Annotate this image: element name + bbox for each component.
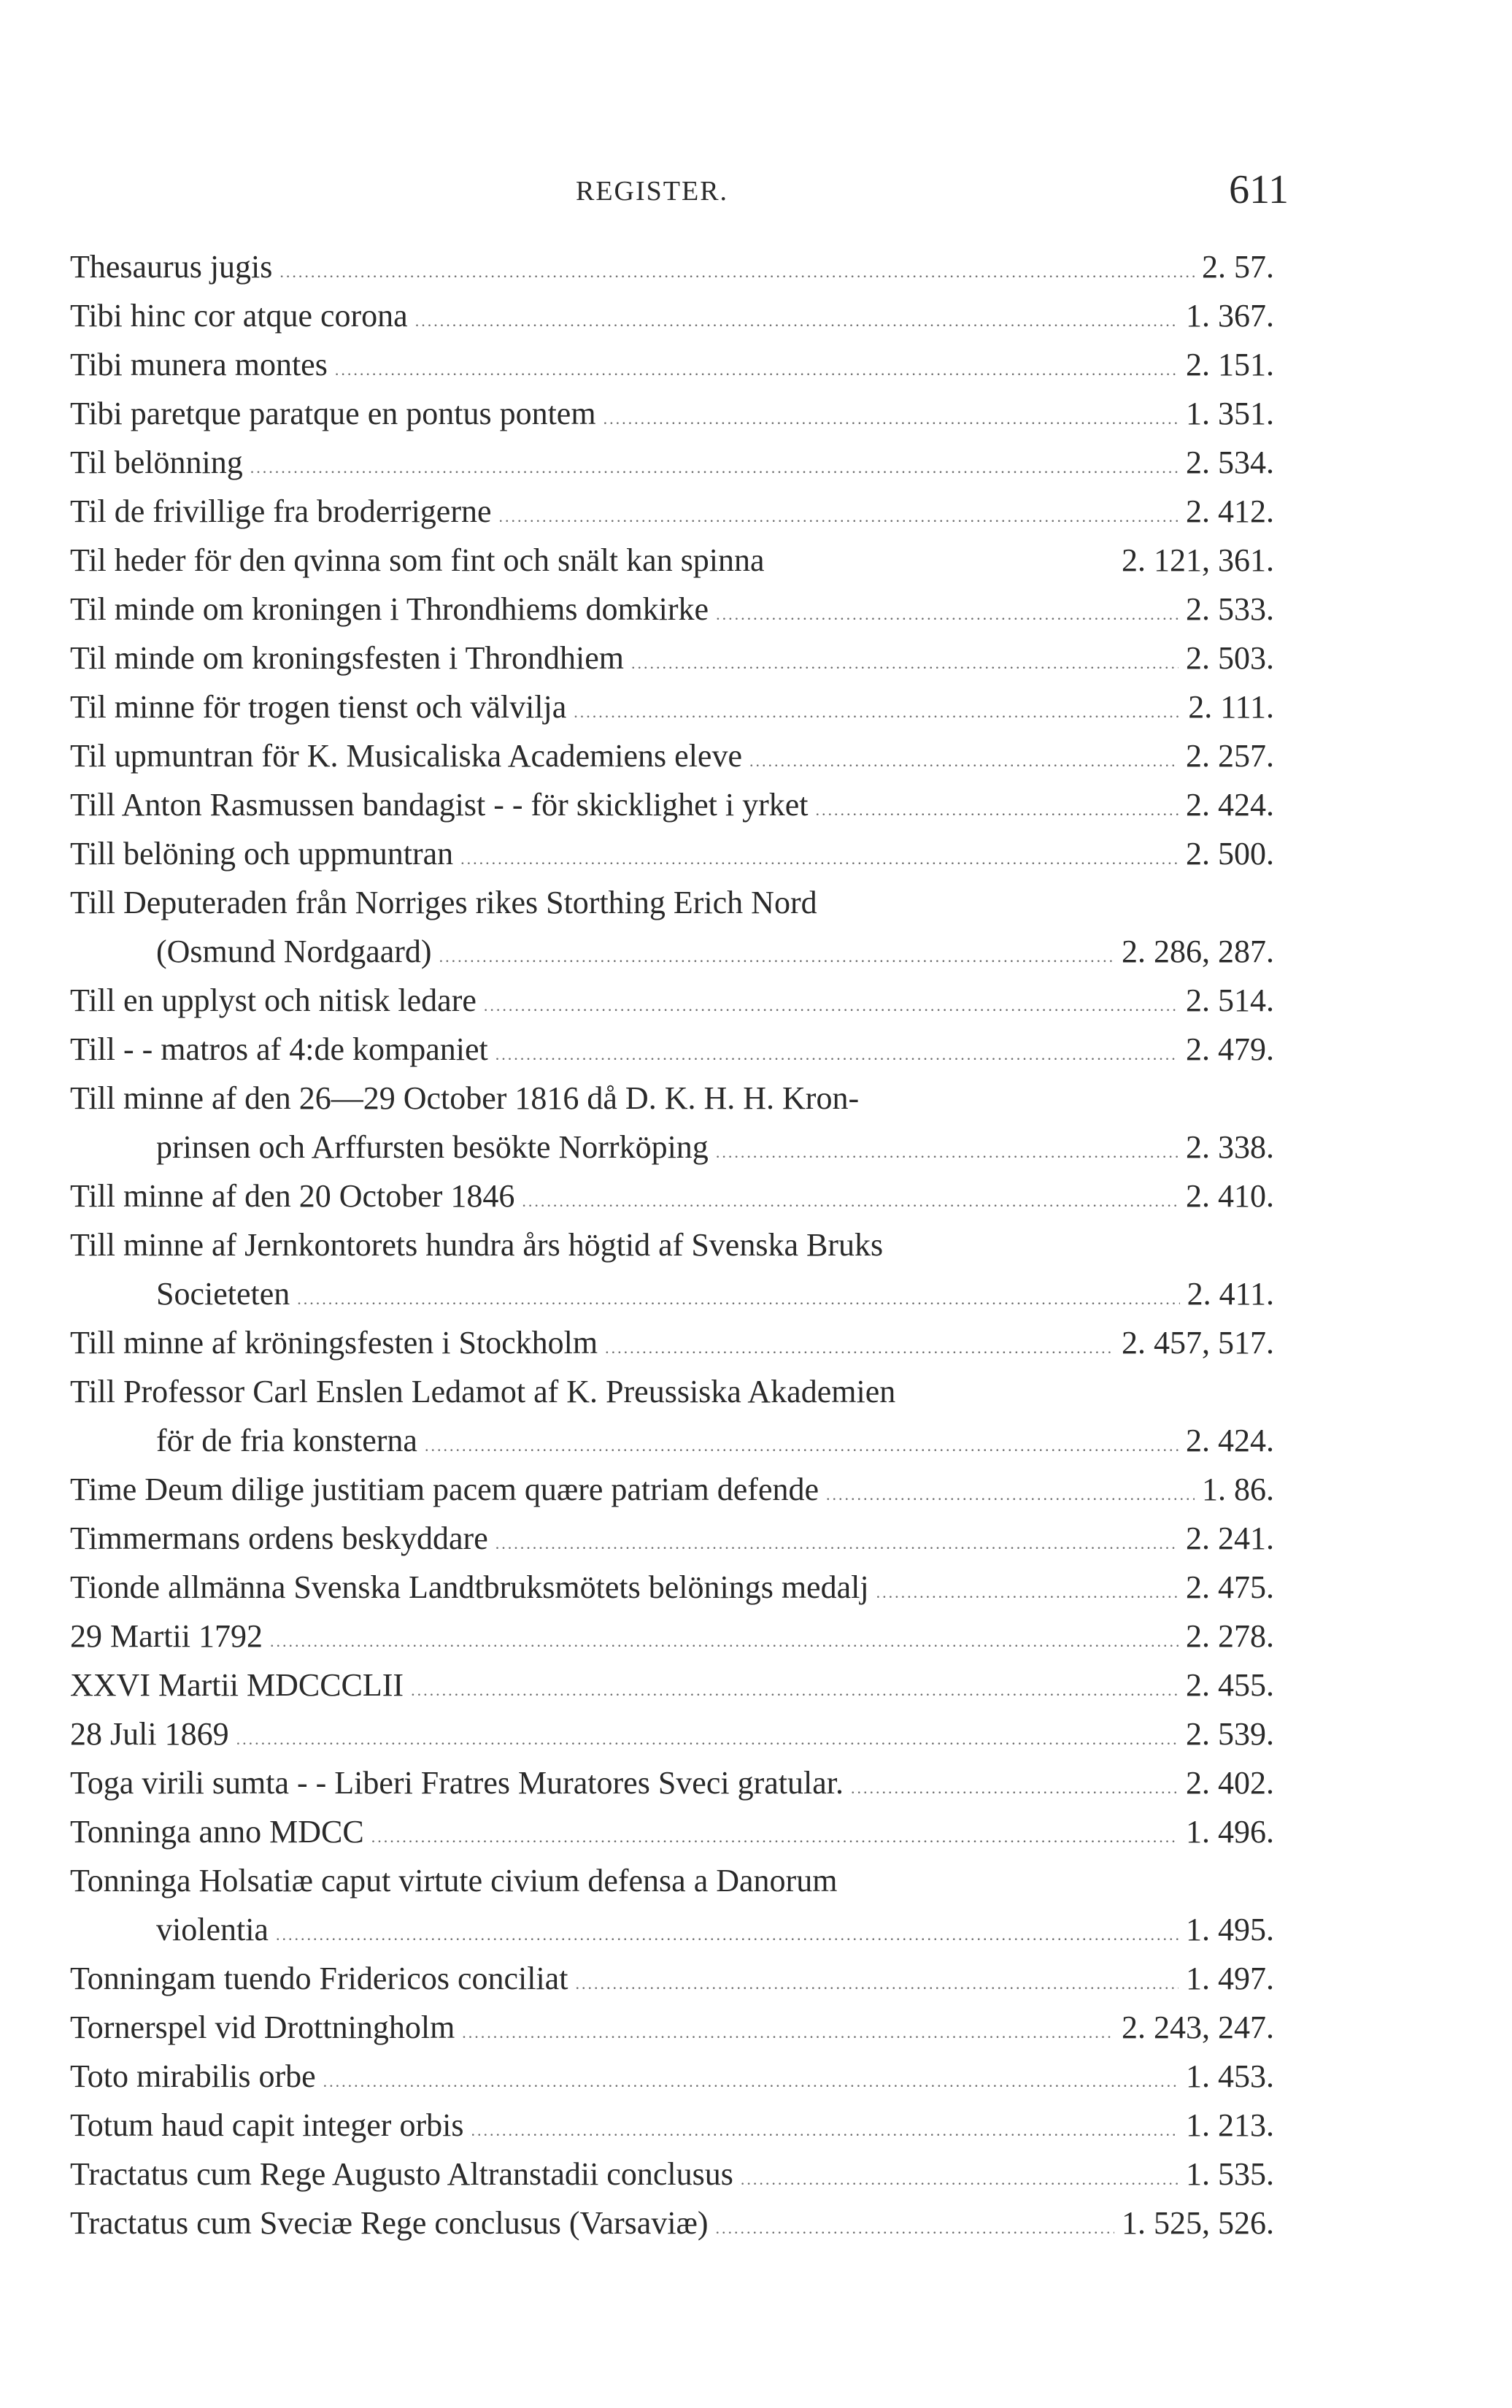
register-entry [70,976,1274,1025]
dot-leader [605,1323,1114,1372]
dot-leader [250,443,1179,492]
register-entry [70,1758,1274,1807]
dot-leader [631,639,1179,688]
register-entry [70,2150,1274,2199]
entry-reference: 2. 402. [1186,1765,1274,1801]
entry-reference: 1. 496. [1186,1814,1274,1850]
register-entry [70,1563,1274,1612]
entry-title: prinsen och Arffursten besökte Norrköping [156,1129,709,1165]
entry-reference: 2. 243, 247. [1122,2009,1274,2045]
entry-title: (Osmund Nordgaard) [156,934,432,969]
entry-title: Time Deum dilige justitiam pacem quære patriam defende [70,1472,819,1507]
register-entry [70,1220,1274,1269]
entry-title: 29 Martii 1792 [70,1618,263,1654]
dot-leader [495,1519,1179,1568]
dot-leader [816,785,1179,834]
register-entry [70,1269,1274,1318]
entry-reference: 2. 410. [1186,1178,1274,1214]
entry-title: Til de frivillige fra broderrigerne [70,493,492,529]
entry-reference: 2. 257. [1186,738,1274,774]
entry-reference: 2. 411. [1187,1276,1274,1312]
entry-reference: 1. 535. [1186,2156,1274,2192]
dot-leader [826,1470,1195,1519]
dot-leader [495,1030,1179,1079]
entry-title: Tornerspel vid Drottningholm [70,2009,455,2045]
entry-title: Till Professor Carl Enslen Ledamot af K. Preussiska Akademien [70,1374,896,1409]
entry-reference: 2. 278. [1186,1618,1274,1654]
entry-title: XXVI Martii MDCCCLII [70,1667,404,1703]
register-entry [70,1856,1274,1905]
entry-title: Tractatus cum Sveciæ Rege conclusus (Varsaviæ) [70,2205,709,2241]
page-header [70,166,1289,218]
entry-reference: 1. 453. [1186,2058,1274,2094]
dot-leader [716,1128,1179,1177]
dot-leader [741,2155,1179,2204]
register-entry [70,878,1274,927]
entry-reference: 2. 241. [1186,1520,1274,1556]
dot-leader [603,394,1179,443]
entry-title: Til heder för den qvinna som fint och snält kan spinna [70,542,765,578]
entry-title: Till en upplyst och nitisk ledare [70,982,477,1018]
entry-reference: 1. 367. [1186,298,1274,334]
register-entry [70,1709,1274,1758]
entry-title: Til upmuntran för K. Musicaliska Academiens eleve [70,738,742,774]
dot-leader [439,932,1114,981]
dot-leader [471,2106,1179,2155]
register-entry [70,731,1274,780]
register-entry [70,1172,1274,1220]
register-entry [70,1318,1274,1367]
dot-leader [522,1177,1179,1226]
dot-leader [297,1274,1179,1323]
entry-reference: 2. 534. [1186,445,1274,480]
page-number: 611 [1229,167,1289,212]
entry-title: violentia [156,1912,269,1947]
entry-reference: 2. 111. [1188,689,1274,725]
dot-leader [574,688,1181,736]
register-entry [70,585,1274,634]
entry-reference: 2. 121, 361. [1122,542,1274,578]
entry-reference: 2. 151. [1186,347,1274,382]
entry-reference: 2. 424. [1186,787,1274,823]
entry-reference: 2. 533. [1186,591,1274,627]
dot-leader [716,590,1179,639]
register-entry [70,536,1274,585]
register-entry [70,1905,1274,1954]
dot-leader [276,1910,1179,1959]
dot-leader [415,296,1179,345]
dot-leader [270,1617,1179,1666]
register-entry [70,1367,1274,1416]
register-entry [70,829,1274,878]
register-entry [70,1807,1274,1856]
entry-title: Timmermans ordens beskyddare [70,1520,488,1556]
dot-leader [411,1666,1179,1715]
entry-reference: 1. 213. [1186,2107,1274,2143]
register-entry [70,242,1274,291]
dot-leader [716,2204,1114,2253]
entry-title: Till Anton Rasmussen bandagist - - för skicklighet i yrket [70,787,809,823]
register-list [70,242,1274,2247]
register-entry [70,1612,1274,1661]
register-entry [70,389,1274,438]
register-entry [70,1416,1274,1465]
dot-leader [323,2057,1179,2106]
entry-title: Tibi hinc cor atque corona [70,298,408,334]
entry-title: Til minde om kroningsfesten i Throndhiem [70,640,624,676]
register-entry [70,1074,1274,1123]
entry-reference: 1. 351. [1186,396,1274,431]
entry-reference: 2. 286, 287. [1122,934,1274,969]
register-entry [70,1025,1274,1074]
entry-reference: 2. 500. [1186,836,1274,872]
register-entry [70,438,1274,487]
entry-title: Thesaurus jugis [70,249,273,285]
entry-title: 28 Juli 1869 [70,1716,229,1752]
entry-title: Tionde allmänna Svenska Landtbruksmötets belönings medalj [70,1569,869,1605]
entry-title: Till minne af den 26—29 October 1816 då D. K. H. H. Kron- [70,1080,860,1116]
entry-reference: 1. 86. [1202,1472,1274,1507]
register-entry [70,1465,1274,1514]
register-entry [70,340,1274,389]
entry-title: Tonninga Holsatiæ caput virtute civium defensa a Danorum [70,1863,838,1899]
dot-leader [851,1763,1179,1812]
page-title: REGISTER. [576,176,729,207]
dot-leader [499,492,1179,541]
register-entry [70,487,1274,536]
entry-title: Toto mirabilis orbe [70,2058,316,2094]
entry-title: Tonningam tuendo Fridericos conciliat [70,1961,568,1996]
dot-leader [876,1568,1179,1617]
register-entry [70,634,1274,682]
register-entry [70,2101,1274,2150]
dot-leader [335,345,1179,394]
register-entry [70,682,1274,731]
entry-title: Tonninga anno MDCC [70,1814,364,1850]
entry-reference: 2. 479. [1186,1031,1274,1067]
register-entry [70,2003,1274,2052]
entry-reference: 1. 495. [1186,1912,1274,1947]
register-entry [70,1514,1274,1563]
entry-title: för de fria konsterna [156,1423,417,1458]
entry-title: Till minne af den 20 October 1846 [70,1178,515,1214]
dot-leader [371,1812,1179,1861]
register-entry [70,927,1274,976]
entry-title: Till Deputeraden från Norriges rikes Storthing Erich Nord [70,885,817,920]
entry-title: Toga virili sumta - - Liberi Fratres Muratores Sveci gratular. [70,1765,844,1801]
entry-title: Tibi munera montes [70,347,328,382]
entry-reference: 2. 539. [1186,1716,1274,1752]
dot-leader [236,1715,1179,1763]
entry-title: Till minne af Jernkontorets hundra års högtid af Svenska Bruks [70,1227,884,1263]
register-entry [70,1661,1274,1709]
dot-leader [425,1421,1179,1470]
entry-title: Till - - matros af 4:de kompaniet [70,1031,488,1067]
entry-reference: 2. 424. [1186,1423,1274,1458]
entry-title: Til minde om kroningen i Throndhiems domkirke [70,591,709,627]
entry-title: Tibi paretque paratque en pontus pontem [70,396,596,431]
entry-title: Til belönning [70,445,243,480]
entry-reference: 2. 457, 517. [1122,1325,1274,1361]
dot-leader [749,736,1179,785]
entry-title: Till belöning och uppmuntran [70,836,454,872]
entry-title: Till minne af kröningsfesten i Stockholm [70,1325,598,1361]
entry-reference: 2. 514. [1186,982,1274,1018]
dot-leader [484,981,1179,1030]
register-entry [70,2199,1274,2247]
entry-title: Tractatus cum Rege Augusto Altranstadii conclusus [70,2156,733,2192]
dot-leader [462,2008,1114,2057]
entry-reference: 2. 57. [1202,249,1274,285]
entry-reference: 2. 455. [1186,1667,1274,1703]
dot-leader [575,1959,1179,2008]
entry-title: Societeten [156,1276,290,1312]
entry-title: Til minne för trogen tienst och välvilja [70,689,567,725]
dot-leader [460,834,1179,883]
register-entry [70,1954,1274,2003]
entry-reference: 2. 338. [1186,1129,1274,1165]
entry-reference: 2. 475. [1186,1569,1274,1605]
dot-leader [279,247,1195,296]
register-entry [70,780,1274,829]
entry-reference: 1. 497. [1186,1961,1274,1996]
register-entry [70,291,1274,340]
entry-title: Totum haud capit integer orbis [70,2107,464,2143]
entry-reference: 2. 412. [1186,493,1274,529]
entry-reference: 1. 525, 526. [1122,2205,1274,2241]
register-entry [70,1123,1274,1172]
entry-reference: 2. 503. [1186,640,1274,676]
register-entry [70,2052,1274,2101]
